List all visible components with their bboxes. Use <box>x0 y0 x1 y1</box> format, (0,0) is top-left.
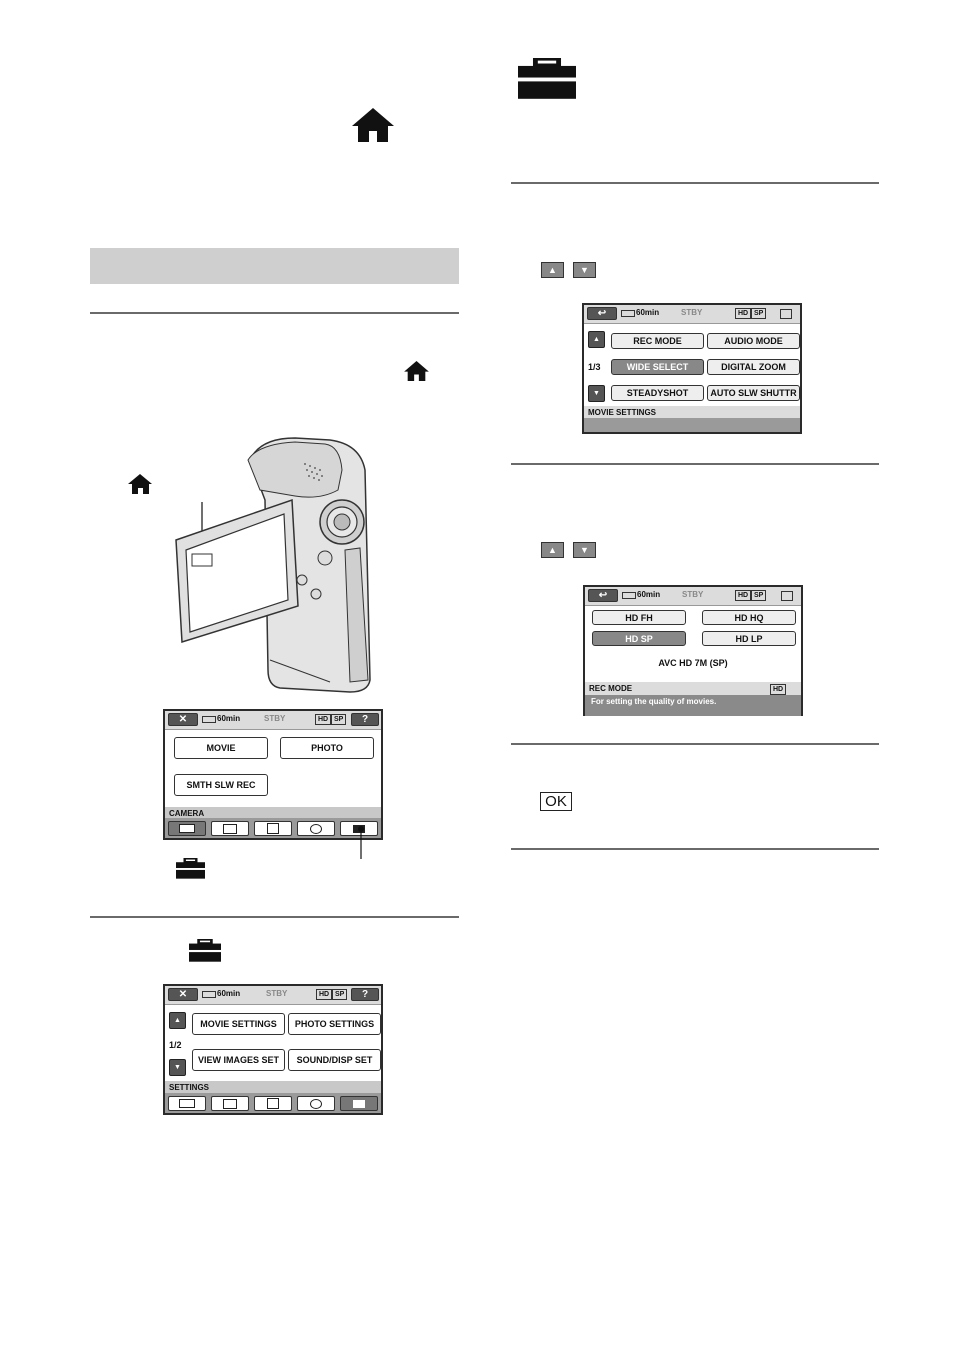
battery-icon <box>622 592 636 599</box>
category-label: SETTINGS <box>165 1081 381 1094</box>
photo-button[interactable]: PHOTO <box>280 737 374 759</box>
memory-card-icon <box>781 591 793 601</box>
divider <box>511 848 879 850</box>
up-arrow-icon: ▲ <box>541 542 564 558</box>
toolbox-icon <box>518 58 576 99</box>
category-label: MOVIE SETTINGS <box>584 406 800 419</box>
disc-icon <box>310 1099 322 1109</box>
tab-playback[interactable] <box>211 1096 249 1111</box>
scroll-down-button[interactable]: ▼ <box>169 1059 186 1076</box>
close-button[interactable]: ✕ <box>168 988 198 1001</box>
hd-badge: HD <box>735 308 751 319</box>
grid-icon <box>267 1098 279 1109</box>
memory-card-icon <box>780 309 792 319</box>
up-arrow-icon: ▲ <box>541 262 564 278</box>
photo-settings-button[interactable]: PHOTO SETTINGS <box>288 1013 381 1035</box>
hd-badge: HD <box>770 684 786 695</box>
back-button[interactable]: ↩ <box>587 307 617 320</box>
sp-badge: SP <box>751 308 766 319</box>
movie-settings-button[interactable]: MOVIE SETTINGS <box>192 1013 285 1035</box>
help-button[interactable]: ? <box>351 713 379 726</box>
camera-menu-screen <box>163 709 383 840</box>
setting-description: For setting the quality of movies. <box>585 695 801 716</box>
battery-remaining: 60min <box>637 590 661 599</box>
tab-manage[interactable] <box>297 1096 335 1111</box>
hd-sp-button[interactable]: HD SP <box>592 631 686 646</box>
steadyshot-button[interactable]: STEADYSHOT <box>611 385 704 401</box>
battery-remaining: 60min <box>217 989 241 998</box>
back-button[interactable]: ↩ <box>588 589 618 602</box>
hd-badge: HD <box>735 590 751 601</box>
toolbox-icon <box>189 939 221 962</box>
divider <box>90 312 459 314</box>
settings-menu-screen <box>163 984 383 1115</box>
tab-settings[interactable] <box>340 1096 378 1111</box>
standby-status: STBY <box>264 714 286 723</box>
category-tabs <box>165 1093 381 1113</box>
divider <box>511 743 879 745</box>
screen-footer <box>584 418 800 432</box>
smooth-slow-rec-button[interactable]: SMTH SLW REC <box>174 774 268 796</box>
scroll-down-button[interactable]: ▼ <box>588 385 605 402</box>
tab-other[interactable] <box>254 821 292 836</box>
standby-status: STBY <box>682 590 704 599</box>
tab-manage[interactable] <box>297 821 335 836</box>
sp-badge: SP <box>751 590 766 601</box>
sound-disp-set-button[interactable]: SOUND/DISP SET <box>288 1049 381 1071</box>
battery-remaining: 60min <box>636 308 660 317</box>
section-header-bar <box>90 248 459 284</box>
play-icon <box>223 824 237 834</box>
divider <box>511 463 879 465</box>
callout-line <box>355 825 367 860</box>
movie-button[interactable]: MOVIE <box>174 737 268 759</box>
camera-icon <box>179 824 195 833</box>
audio-mode-button[interactable]: AUDIO MODE <box>707 333 800 349</box>
toolbox-icon <box>353 1100 365 1108</box>
rec-mode-screen <box>583 585 803 716</box>
play-icon <box>223 1099 237 1109</box>
toolbox-icon <box>176 858 205 879</box>
rec-mode-button[interactable]: REC MODE <box>611 333 704 349</box>
hd-lp-button[interactable]: HD LP <box>702 631 796 646</box>
camcorder-illustration <box>120 430 390 695</box>
divider <box>511 182 879 184</box>
grid-icon <box>267 823 279 834</box>
close-button[interactable]: ✕ <box>168 713 198 726</box>
sp-badge: SP <box>332 989 347 1000</box>
rec-mode-info: AVC HD 7M (SP) <box>658 658 728 668</box>
tab-other[interactable] <box>254 1096 292 1111</box>
home-icon <box>352 108 394 142</box>
category-label: REC MODE <box>585 682 801 695</box>
wide-select-button[interactable]: WIDE SELECT <box>611 359 704 375</box>
down-arrow-icon: ▼ <box>573 542 596 558</box>
divider <box>90 916 459 918</box>
battery-icon <box>202 716 216 723</box>
battery-remaining: 60min <box>217 714 241 723</box>
auto-slow-shutter-button[interactable]: AUTO SLW SHUTTR <box>707 385 800 401</box>
view-images-set-button[interactable]: VIEW IMAGES SET <box>192 1049 285 1071</box>
hd-fh-button[interactable]: HD FH <box>592 610 686 625</box>
down-arrow-icon: ▼ <box>573 262 596 278</box>
camera-icon <box>179 1099 195 1108</box>
tab-camera[interactable] <box>168 1096 206 1111</box>
tab-camera[interactable] <box>168 821 206 836</box>
ok-button[interactable]: OK <box>540 792 572 811</box>
hd-badge: HD <box>315 714 331 725</box>
standby-status: STBY <box>266 989 288 998</box>
hd-badge: HD <box>316 989 332 1000</box>
category-label: CAMERA <box>165 807 381 820</box>
digital-zoom-button[interactable]: DIGITAL ZOOM <box>707 359 800 375</box>
disc-icon <box>310 824 322 834</box>
movie-settings-screen <box>582 303 802 434</box>
home-icon <box>404 361 429 381</box>
battery-icon <box>202 991 216 998</box>
tab-playback[interactable] <box>211 821 249 836</box>
page-indicator: 1/3 <box>588 362 601 372</box>
page-indicator: 1/2 <box>169 1040 182 1050</box>
help-button[interactable]: ? <box>351 988 379 1001</box>
category-tabs <box>165 818 381 838</box>
scroll-up-button[interactable]: ▲ <box>169 1012 186 1029</box>
hd-hq-button[interactable]: HD HQ <box>702 610 796 625</box>
battery-icon <box>621 310 635 317</box>
standby-status: STBY <box>681 308 703 317</box>
sp-badge: SP <box>331 714 346 725</box>
scroll-up-button[interactable]: ▲ <box>588 331 605 348</box>
